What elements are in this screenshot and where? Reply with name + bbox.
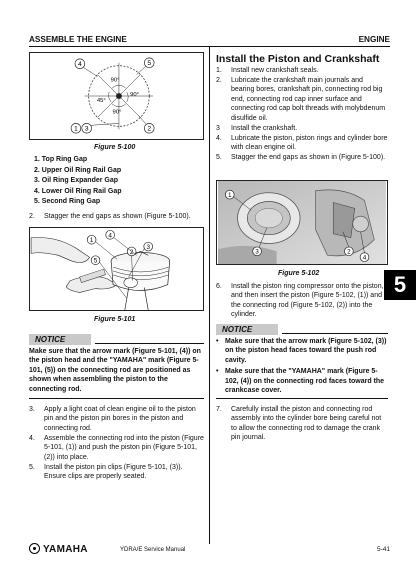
fig101-callout-4: 4 [108, 232, 112, 240]
step-text: Stagger the end gaps as shown in (Figure 5-100). [231, 153, 386, 161]
notice-bullet: • Make sure that the "YAMAHA" mark (Figure 5-102, (4)) on the connecting rod faces toward the crankcase cover. [216, 368, 385, 395]
fig101-callout-5: 5 [93, 257, 98, 265]
notice-bullet-text: Make sure that the "YAMAHA" mark (Figure 5-102, (4)) on the connecting rod faces toward the crankcase cover. [225, 368, 385, 395]
step-text: Install the piston ring compressor onto the piston, and then insert the piston (Figure 5-102, (1)) and the connecting rod (Figure 5-102, (2)) into the cylinder. [231, 283, 384, 319]
step-text: Lubricate the crankshaft main journals and bearing bores, crankshaft pin, connecting rod big end, connecting rod cap inner surface and connecting rod cap bolt threads with molybdenum disulfide oil. [231, 76, 386, 122]
fig101-callout-1: 1 [89, 237, 94, 245]
left-steps [29, 405, 204, 482]
fig100-callout-2: 2 [147, 125, 152, 133]
fig100-callout-3: 3 [84, 125, 89, 133]
step-number: 1. [216, 67, 222, 74]
step-text: Assemble the connecting rod into the piston (Figure 5-101, (1)) and push the piston pin (Figure 5-101, (2)) into place. [44, 434, 204, 461]
page-number: 5-41 [376, 546, 390, 553]
figure-5-102 [216, 180, 388, 265]
right-step-7 [216, 405, 388, 443]
fig100-callout-1: 1 [74, 125, 78, 133]
step-number: 6. [216, 283, 222, 290]
step-number: 4. [29, 434, 35, 442]
fig102-callout-4: 4 [362, 254, 367, 262]
step-item [216, 153, 388, 162]
legend-item: 3. Oil Ring Expander Gap [34, 177, 119, 184]
fig100-angle-top: 90° [110, 77, 120, 84]
step-text: Install the crankshaft. [231, 124, 298, 132]
notice-label: NOTICE [29, 334, 91, 345]
fig100-angle-bottom: 90° [112, 109, 122, 116]
step-item [216, 134, 388, 153]
manual-title: YDRA/E Service Manual [120, 547, 186, 553]
step-text: Lubricate the piston, piston rings and cylinder bore with clean engine oil. [231, 134, 388, 151]
step-text: Stagger the end gaps as shown (Figure 5-100). [44, 213, 191, 220]
page-header [29, 34, 390, 46]
page-footer [29, 542, 390, 560]
step-number: 2. [216, 76, 222, 84]
fig101-callout-3: 3 [146, 243, 150, 251]
step-item [216, 124, 388, 133]
ring-gap-legend [34, 155, 122, 208]
step-number: 4. [216, 134, 222, 142]
logo-text: YAMAHA [43, 544, 88, 555]
notice-bottom-rule [29, 398, 204, 399]
header-chapter-title: ENGINE [358, 35, 390, 44]
yamaha-logo [29, 543, 88, 557]
step-text: Apply a light coat of clean engine oil to the piston pin and the piston pin bores in the piston and connecting rod. [44, 406, 196, 432]
figure-5-102-caption: Figure 5-102 [278, 270, 320, 277]
step-number: 7. [216, 406, 222, 413]
tuning-fork-icon [29, 543, 40, 554]
figure-5-101 [29, 227, 204, 311]
legend-item: 2. Upper Oil Ring Rail Gap [34, 166, 122, 174]
ring-gap-diagram [30, 53, 203, 139]
notice-bottom-rule [216, 398, 388, 399]
piston-install-photo [217, 181, 387, 264]
notice-bullet: • Make sure that the arrow mark (Figure 5-102, (3)) on the piston head faces toward the push rod cavity. [216, 338, 387, 364]
fig102-callout-2: 2 [347, 248, 351, 256]
notice-text-left: Make sure that the arrow mark (Figure 5-101, (4)) on the piston head and the "YAMAHA" mark (Figure 5-101, (5)) on the connecting rod are positioned as shown when assembling the piston to the connecting rod. [29, 348, 201, 393]
step-number: 3. [29, 406, 35, 413]
fig100-callout-5: 5 [147, 60, 152, 68]
notice-bullets-right [216, 337, 388, 398]
column-divider [209, 47, 210, 544]
right-step-6 [216, 282, 388, 320]
step-item [29, 405, 204, 433]
notice-rule [282, 333, 388, 334]
step-item [29, 463, 204, 482]
notice-header-right [216, 324, 388, 335]
figure-5-100-caption: Figure 5-100 [94, 144, 136, 151]
fig101-callout-2: 2 [129, 248, 134, 256]
fig100-callout-4: 4 [77, 61, 82, 69]
figure-5-101-caption: Figure 5-101 [94, 316, 136, 323]
step-item [216, 76, 388, 123]
header-section-title: ASSEMBLE THE ENGINE [29, 35, 127, 44]
step-text: Install the piston pin clips (Figure 5-101, (3)). Ensure clips are properly seated. [44, 463, 183, 481]
step-text: Carefully install the piston and connecting rod assembly into the cylinder bore being careful not to allow the connecting rod to damage the crank pin journal. [231, 406, 382, 442]
step-number: 5. [216, 153, 222, 161]
legend-item: 5. Second Ring Gap [34, 198, 101, 205]
right-steps [216, 66, 388, 163]
notice-header-left [29, 334, 204, 345]
notice-label: NOTICE [216, 324, 278, 335]
step-item [29, 434, 204, 462]
notice-bullet-text: Make sure that the arrow mark (Figure 5-102, (3)) on the piston head faces toward the push rod cavity. [225, 338, 387, 364]
step-number: 5. [29, 463, 35, 471]
fig100-angle-left: 45° [96, 97, 106, 104]
left-step-2 [29, 212, 204, 222]
fig102-callout-3: 3 [255, 248, 259, 256]
legend-item: 1. Top Ring Gap [34, 156, 88, 163]
step-number: 3 [216, 124, 220, 132]
step-item [216, 66, 388, 75]
piston-assembly-illustration [30, 228, 203, 310]
section-tab: 5 [384, 270, 416, 300]
legend-item: 4. Lower Oil Ring Rail Gap [34, 187, 122, 195]
step-text: Install new crankshaft seals. [231, 67, 319, 74]
notice-rule [95, 343, 204, 344]
step-number: 2. [29, 213, 35, 220]
fig100-angle-right: 90° [130, 92, 140, 98]
fig102-callout-1: 1 [227, 192, 232, 200]
figure-5-100 [29, 52, 204, 140]
section-title: Install the Piston and Crankshaft [216, 53, 380, 65]
